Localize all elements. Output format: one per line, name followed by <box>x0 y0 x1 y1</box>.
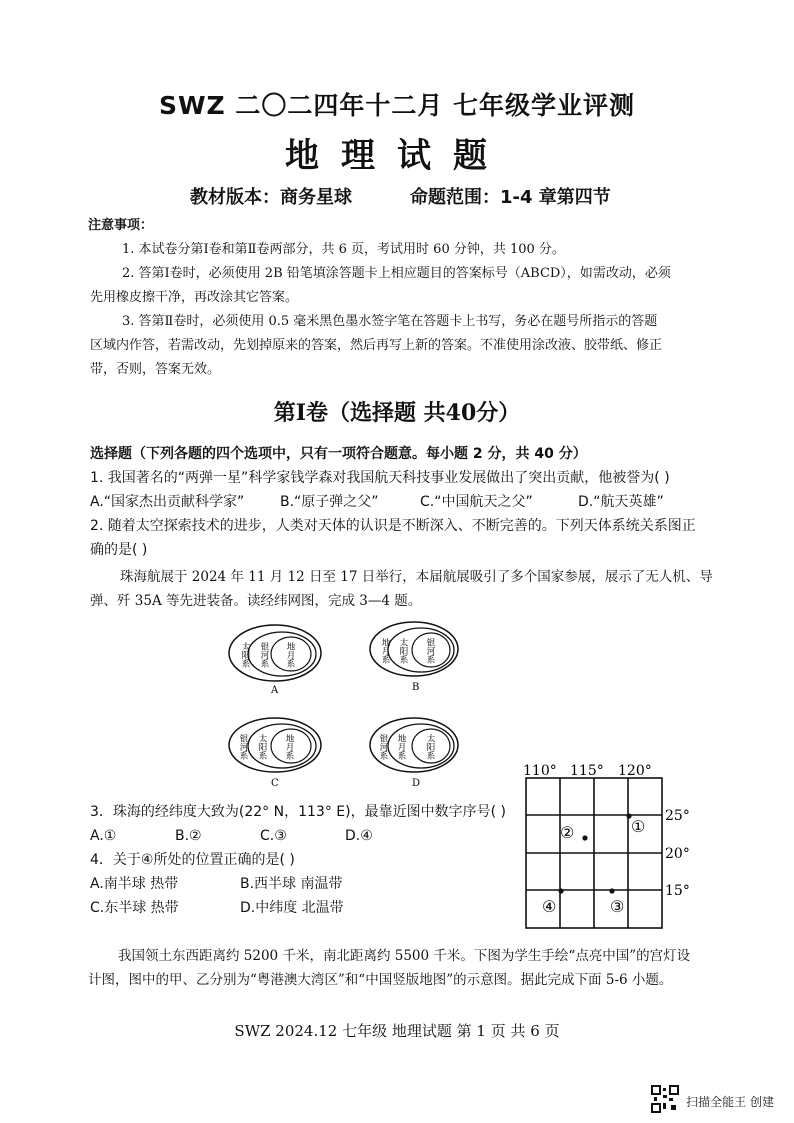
question-1-stem: 1. 我国著名的“两弹一星”科学家钱学森对我国航天科技事业发展做出了突出贡献，他被誉为( ) <box>90 470 670 486</box>
diagram-a-caption: A <box>271 685 279 696</box>
passage-5-6: 我国领土东西距离约 5200 千米，南北距离约 5500 千米。下图为学生手绘“点亮中国”的宫灯设 <box>118 948 691 964</box>
grid-point-1-label: ① <box>631 817 646 836</box>
page-footer: SWZ 2024.12 七年级 地理试题 第 1 页 共 6 页 <box>234 1022 560 1040</box>
grid-point-4-label: ④ <box>542 897 557 916</box>
exam-header-line: SWZ 二〇二四年十二月 七年级学业评测 <box>158 91 636 120</box>
grid-point-2-dot <box>582 835 587 840</box>
question-2-stem-cont: 确的是( ) <box>90 542 148 558</box>
exam-subject-title: 地理试题 <box>285 136 509 176</box>
question-1-option-b: B.“原子弹之父” <box>280 494 379 510</box>
question-4-option-d: D.中纬度 北温带 <box>240 900 344 916</box>
passage-3-4: 珠海航展于 2024 年 11 月 12 日至 17 日举行，本届航展吸引了多个国家参展，展示了无人机、导 <box>120 569 713 585</box>
question-3-option-a: A.① <box>90 828 117 844</box>
question-4-option-b: B.西半球 南温带 <box>240 876 343 892</box>
diagram-d <box>370 718 458 789</box>
grid-point-2-label: ② <box>560 823 575 842</box>
diagram-c-caption: C <box>271 778 279 789</box>
question-2-stem: 2. 随着太空探索技术的进步，人类对天体的认识是不断深入、不断完善的。下列天体系统关系图正 <box>90 518 696 534</box>
question-1-option-d: D.“航天英雄” <box>578 494 664 510</box>
diagram-b-caption: B <box>412 682 420 693</box>
diagram-c-middle-label: 太阳系 <box>257 734 267 760</box>
diagram-c-outer-label: 银河系 <box>238 734 248 760</box>
notes-line: 先用橡皮擦干净，再改涂其它答案。 <box>90 290 299 305</box>
notes-line: 3. 答第Ⅱ卷时，必须使用 0.5 毫米黑色墨水签字笔在答题卡上书写，务必在题号所指示的答题 <box>122 314 658 329</box>
notes-line: 1. 本试卷分第Ⅰ卷和第Ⅱ卷两部分，共 6 页，考试用时 60 分钟，共 100 分。 <box>122 242 565 257</box>
question-3-option-d: D.④ <box>345 828 373 844</box>
passage-3-4-cont: 弹、歼 35A 等先进装备。读经纬网图，完成 3—4 题。 <box>90 593 422 609</box>
celestial-systems-diagrams <box>225 612 485 802</box>
grid-point-4-dot <box>558 888 563 893</box>
diagram-d-middle-label: 地月系 <box>396 734 406 760</box>
notes-title: 注意事项： <box>88 218 154 233</box>
notes-line: 区域内作答，若需改动，先划掉原来的答案，然后再写上新的答案。不准使用涂改液、胶带纸、修正 <box>90 338 663 353</box>
diagram-b-middle-label: 太阳系 <box>398 638 408 664</box>
passage-5-6-cont: 计图，图中的甲、乙分别为“粤港澳大湾区”和“中国竖版地图”的示意图。据此完成下面 5-6 小题。 <box>88 972 673 988</box>
exam-scope: 命题范围：1-4 章第四节 <box>410 187 611 208</box>
lat-label-15: 15° <box>665 883 690 899</box>
diagram-d-outer-label: 银河系 <box>378 734 388 760</box>
notes-line: 2. 答第Ⅰ卷时，必须使用 2B 铅笔填涂答题卡上相应题目的答案标号（ABCD），如需改动，必须 <box>122 266 671 281</box>
diagram-b <box>370 622 458 693</box>
lat-label-25: 25° <box>665 808 690 824</box>
lat-label-20: 20° <box>665 846 690 862</box>
question-1-option-c: C.“中国航天之父” <box>420 494 533 510</box>
section-title: 第Ⅰ卷（选择题 共40分） <box>273 400 521 426</box>
lon-label-110: 110° <box>523 763 557 779</box>
section-instructions: 选择题（下列各题的四个选项中，只有一项符合题意。每小题 2 分，共 40 分） <box>90 446 587 462</box>
question-3-option-b: B.② <box>175 828 202 844</box>
qr-code-icon <box>651 1085 679 1113</box>
question-3-stem: 3．珠海的经纬度大致为(22° N，113° E)，最靠近图中数字序号( ) <box>90 804 506 820</box>
diagram-c-inner-label: 地月系 <box>284 734 294 760</box>
grid-point-3-dot <box>609 888 614 893</box>
diagram-a <box>229 625 321 696</box>
lon-label-115: 115° <box>570 763 604 779</box>
question-4-option-a: A.南半球 热带 <box>90 876 179 892</box>
diagram-d-caption: D <box>412 778 421 789</box>
grid-point-3-label: ③ <box>610 897 625 916</box>
question-1-option-a: A.“国家杰出贡献科学家” <box>90 494 245 510</box>
scanner-watermark: 扫描全能王 创建 <box>686 1095 774 1109</box>
lon-label-120: 120° <box>618 763 652 779</box>
diagram-c <box>229 718 321 789</box>
diagram-a-outer-label: 太阳系 <box>240 642 250 668</box>
diagram-d-inner-label: 太阳系 <box>425 734 435 760</box>
notes-line: 带，否则，答案无效。 <box>90 362 221 377</box>
textbook-edition: 教材版本：商务星球 <box>190 187 352 208</box>
lat-lon-grid <box>520 762 700 934</box>
question-3-option-c: C.③ <box>260 828 287 844</box>
question-4-stem: 4．关于④所处的位置正确的是( ) <box>90 852 295 868</box>
question-4-option-c: C.东半球 热带 <box>90 900 179 916</box>
diagram-a-inner-label: 地月系 <box>285 642 295 668</box>
diagram-b-outer-label: 地月系 <box>380 638 390 664</box>
diagram-b-inner-label: 银河系 <box>425 638 435 664</box>
diagram-a-middle-label: 银河系 <box>259 642 269 668</box>
